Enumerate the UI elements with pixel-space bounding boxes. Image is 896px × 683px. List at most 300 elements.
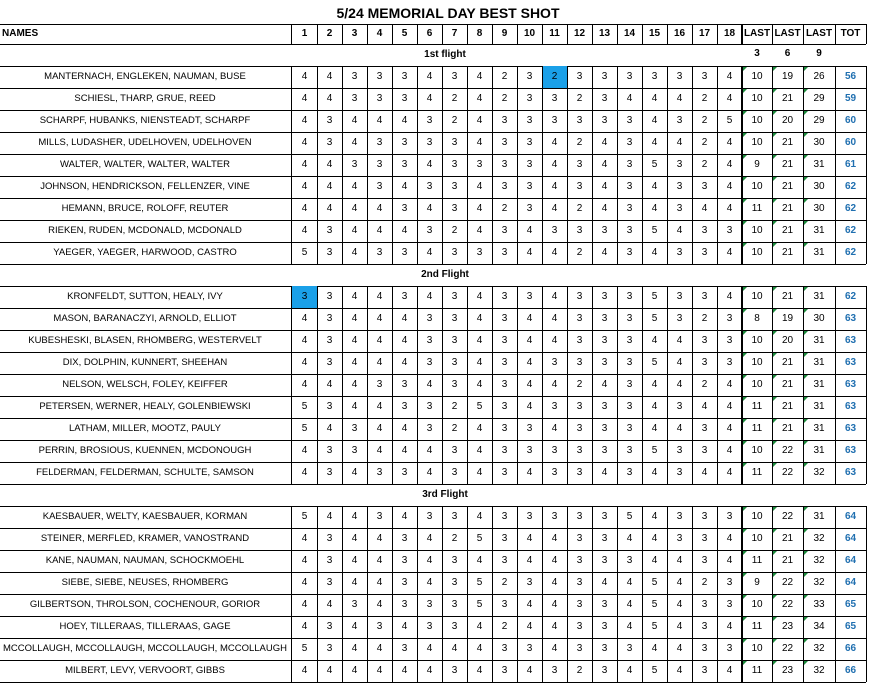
last3-score: 9 <box>754 159 760 170</box>
hole-score: 3 <box>726 577 733 588</box>
hole-header: 12 <box>573 28 586 39</box>
hole-score: 5 <box>651 225 658 236</box>
hole-score: 5 <box>651 313 658 324</box>
hole-header: 1 <box>301 28 308 39</box>
hole-score: 4 <box>301 159 308 170</box>
hole-score: 4 <box>401 423 408 434</box>
hole-score: 3 <box>376 467 383 478</box>
grid-line <box>442 66 443 264</box>
marker-icon <box>773 111 777 115</box>
total-score: 63 <box>844 401 857 412</box>
hole-score: 4 <box>626 533 633 544</box>
grid-line <box>542 506 543 682</box>
grid-line <box>417 66 418 264</box>
hole-score: 5 <box>651 599 658 610</box>
grid-line <box>835 66 836 264</box>
hole-score: 3 <box>626 291 633 302</box>
grid-line <box>772 286 773 484</box>
hole-score: 4 <box>301 599 308 610</box>
hole-score: 4 <box>401 357 408 368</box>
hole-score: 4 <box>476 93 483 104</box>
hole-score: 4 <box>401 115 408 126</box>
total-score: 64 <box>844 577 857 588</box>
team-name: SCHIESL, THARP, GRUE, REED <box>74 93 216 104</box>
hole-score: 5 <box>301 247 308 258</box>
hole-score: 3 <box>551 401 558 412</box>
last3-score: 11 <box>751 665 763 676</box>
hole-score: 4 <box>651 533 658 544</box>
last6-score: 22 <box>781 643 794 654</box>
hole-score: 4 <box>426 665 433 676</box>
hole-score: 3 <box>551 511 558 522</box>
grid-line <box>517 24 518 44</box>
hole-score: 3 <box>451 467 458 478</box>
hole-score: 3 <box>551 93 558 104</box>
last9-header: LAST 9 <box>805 28 833 59</box>
hole-score: 3 <box>576 445 583 456</box>
hole-score: 4 <box>351 401 358 412</box>
last3-score: 10 <box>751 247 763 258</box>
marker-icon <box>743 177 747 181</box>
team-name: MCCOLLAUGH, MCCOLLAUGH, MCCOLLAUGH, MCCOLLAUGH <box>3 643 287 654</box>
hole-score: 4 <box>326 93 333 104</box>
hole-score: 3 <box>292 286 317 308</box>
last3-score: 10 <box>751 93 763 104</box>
last9-score: 32 <box>813 665 825 676</box>
hole-score: 2 <box>576 379 583 390</box>
hole-score: 2 <box>701 379 708 390</box>
hole-score: 4 <box>301 555 308 566</box>
hole-score: 3 <box>551 357 558 368</box>
hole-score: 3 <box>701 665 708 676</box>
hole-score: 3 <box>601 533 608 544</box>
hole-score: 4 <box>676 577 683 588</box>
hole-score: 4 <box>726 247 733 258</box>
hole-score: 4 <box>676 599 683 610</box>
total-score: 65 <box>844 599 857 610</box>
hole-score: 2 <box>542 66 567 88</box>
hole-score: 3 <box>401 577 408 588</box>
hole-score: 4 <box>301 379 308 390</box>
hole-score: 4 <box>426 159 433 170</box>
hole-score: 3 <box>526 203 533 214</box>
hole-score: 3 <box>351 93 358 104</box>
marker-icon <box>743 155 747 159</box>
hole-score: 3 <box>726 643 733 654</box>
hole-score: 5 <box>651 665 658 676</box>
hole-score: 4 <box>551 533 558 544</box>
hole-score: 4 <box>401 181 408 192</box>
hole-score: 4 <box>376 203 383 214</box>
grid-line <box>717 24 718 44</box>
grid-line <box>642 66 643 264</box>
hole-score: 4 <box>726 203 733 214</box>
hole-score: 3 <box>376 181 383 192</box>
grid-line <box>717 286 718 484</box>
hole-score: 4 <box>551 335 558 346</box>
grid-line <box>592 24 593 44</box>
hole-score: 3 <box>451 665 458 676</box>
hole-score: 3 <box>451 203 458 214</box>
grid-line <box>617 506 618 682</box>
grid-line <box>803 506 804 682</box>
hole-score: 3 <box>551 445 558 456</box>
grid-line <box>741 286 743 484</box>
hole-score: 4 <box>351 533 358 544</box>
hole-score: 3 <box>401 555 408 566</box>
hole-score: 4 <box>376 643 383 654</box>
hole-score: 4 <box>326 203 333 214</box>
hole-score: 3 <box>576 621 583 632</box>
marker-icon <box>743 397 747 401</box>
hole-score: 4 <box>476 225 483 236</box>
hole-score: 3 <box>451 511 458 522</box>
last9-score: 31 <box>813 159 825 170</box>
last6-score: 21 <box>781 555 794 566</box>
grid-line <box>692 286 693 484</box>
grid-line <box>291 66 292 264</box>
hole-score: 4 <box>301 225 308 236</box>
marker-icon <box>804 155 808 159</box>
total-score: 63 <box>844 423 857 434</box>
hole-score: 4 <box>326 665 333 676</box>
hole-score: 4 <box>626 577 633 588</box>
hole-score: 4 <box>301 71 308 82</box>
grid-line <box>467 24 468 44</box>
last3-score: 10 <box>751 181 763 192</box>
marker-icon <box>773 67 777 71</box>
hole-score: 4 <box>726 401 733 412</box>
hole-score: 4 <box>426 533 433 544</box>
last6-score: 21 <box>781 203 794 214</box>
hole-header: 13 <box>598 28 611 39</box>
hole-score: 2 <box>701 115 708 126</box>
hole-score: 3 <box>426 313 433 324</box>
grid-line <box>741 506 743 682</box>
hole-score: 3 <box>676 313 683 324</box>
last6-score: 20 <box>781 335 794 346</box>
hole-score: 3 <box>501 313 508 324</box>
total-score: 63 <box>844 313 857 324</box>
hole-score: 3 <box>601 291 608 302</box>
marker-icon <box>804 375 808 379</box>
hole-score: 4 <box>676 225 683 236</box>
hole-score: 4 <box>476 511 483 522</box>
last9-score: 32 <box>813 577 825 588</box>
hole-score: 3 <box>451 159 458 170</box>
grid-line <box>342 66 343 264</box>
last9-score: 32 <box>813 555 825 566</box>
hole-score: 4 <box>326 511 333 522</box>
last9-score: 34 <box>813 621 825 632</box>
grid-line <box>717 506 718 682</box>
hole-score: 4 <box>701 401 708 412</box>
grid-line <box>567 66 568 264</box>
last6-score: 21 <box>781 137 794 148</box>
hole-score: 3 <box>326 621 333 632</box>
marker-icon <box>773 573 777 577</box>
hole-score: 3 <box>451 577 458 588</box>
hole-score: 4 <box>301 621 308 632</box>
last6-score: 21 <box>781 357 794 368</box>
grid-line <box>835 506 836 682</box>
last6-score: 19 <box>781 313 794 324</box>
hole-header: 10 <box>523 28 536 39</box>
hole-score: 3 <box>626 181 633 192</box>
hole-score: 4 <box>726 621 733 632</box>
hole-score: 4 <box>551 313 558 324</box>
last3-score: 11 <box>751 621 763 632</box>
grid-line <box>442 506 443 682</box>
hole-score: 4 <box>651 247 658 258</box>
hole-score: 3 <box>676 247 683 258</box>
marker-icon <box>743 287 747 291</box>
hole-score: 3 <box>401 379 408 390</box>
last6-score: 23 <box>781 665 794 676</box>
last6-header: LAST 6 <box>774 28 801 59</box>
hole-score: 4 <box>526 379 533 390</box>
hole-score: 3 <box>701 181 708 192</box>
total-score: 62 <box>844 203 857 214</box>
marker-icon <box>743 419 747 423</box>
hole-score: 3 <box>326 313 333 324</box>
hole-score: 4 <box>526 533 533 544</box>
hole-score: 3 <box>601 555 608 566</box>
last6-score: 21 <box>781 401 794 412</box>
last3-score: 10 <box>751 379 763 390</box>
team-name: KRONFELDT, SUTTON, HEALY, IVY <box>67 291 223 302</box>
hole-header: 4 <box>376 28 383 39</box>
hole-score: 4 <box>376 225 383 236</box>
hole-score: 2 <box>451 93 458 104</box>
last6-score: 21 <box>781 247 794 258</box>
grid-line <box>667 286 668 484</box>
marker-icon <box>804 573 808 577</box>
hole-score: 3 <box>501 357 508 368</box>
hole-score: 5 <box>476 533 483 544</box>
marker-icon <box>804 221 808 225</box>
marker-icon <box>743 243 747 247</box>
grid-line <box>617 24 618 44</box>
hole-score: 3 <box>576 577 583 588</box>
hole-score: 3 <box>726 225 733 236</box>
marker-icon <box>804 133 808 137</box>
hole-score: 3 <box>576 335 583 346</box>
hole-score: 4 <box>376 445 383 456</box>
hole-score: 3 <box>601 71 608 82</box>
hole-score: 3 <box>576 313 583 324</box>
last6-score: 21 <box>781 159 794 170</box>
hole-score: 3 <box>451 335 458 346</box>
marker-icon <box>773 661 777 665</box>
hole-score: 3 <box>676 203 683 214</box>
hole-score: 4 <box>551 577 558 588</box>
marker-icon <box>804 551 808 555</box>
grid-line <box>692 24 693 44</box>
last3-score: 10 <box>751 533 763 544</box>
hole-score: 4 <box>701 467 708 478</box>
hole-score: 2 <box>501 203 508 214</box>
marker-icon <box>743 463 747 467</box>
team-name: MANTERNACH, ENGLEKEN, NAUMAN, BUSE <box>44 71 246 82</box>
hole-score: 4 <box>476 379 483 390</box>
hole-score: 3 <box>326 643 333 654</box>
hole-score: 3 <box>451 181 458 192</box>
hole-score: 3 <box>576 423 583 434</box>
hole-score: 4 <box>376 401 383 412</box>
hole-score: 3 <box>626 467 633 478</box>
hole-score: 4 <box>426 445 433 456</box>
hole-score: 4 <box>526 247 533 258</box>
hole-score: 3 <box>501 137 508 148</box>
hole-score: 3 <box>576 181 583 192</box>
hole-score: 3 <box>626 643 633 654</box>
hole-score: 2 <box>701 137 708 148</box>
hole-score: 3 <box>326 115 333 126</box>
marker-icon <box>773 419 777 423</box>
hole-score: 3 <box>526 115 533 126</box>
last6-score: 21 <box>781 533 794 544</box>
team-name: RIEKEN, RUDEN, MCDONALD, MCDONALD <box>48 225 242 236</box>
hole-score: 4 <box>551 423 558 434</box>
grid-line <box>835 286 836 484</box>
hole-header: 18 <box>723 28 736 39</box>
hole-score: 4 <box>326 181 333 192</box>
team-name: SCHARPF, HUBANKS, NIENSTEADT, SCHARPF <box>39 115 251 126</box>
hole-score: 3 <box>326 137 333 148</box>
last9-score: 30 <box>813 313 825 324</box>
hole-score: 4 <box>426 467 433 478</box>
hole-score: 5 <box>651 621 658 632</box>
hole-score: 3 <box>576 467 583 478</box>
hole-score: 3 <box>376 93 383 104</box>
hole-score: 2 <box>576 665 583 676</box>
hole-score: 3 <box>426 115 433 126</box>
marker-icon <box>773 397 777 401</box>
grid-line <box>617 286 618 484</box>
hole-score: 3 <box>351 599 358 610</box>
hole-score: 4 <box>301 313 308 324</box>
hole-score: 3 <box>701 291 708 302</box>
hole-score: 3 <box>626 357 633 368</box>
hole-score: 4 <box>651 511 658 522</box>
hole-score: 5 <box>651 357 658 368</box>
grid-line <box>417 506 418 682</box>
marker-icon <box>804 243 808 247</box>
hole-score: 4 <box>551 181 558 192</box>
hole-score: 4 <box>526 357 533 368</box>
team-name: KANE, NAUMAN, NAUMAN, SCHOCKMOEHL <box>45 555 245 566</box>
hole-score: 3 <box>576 225 583 236</box>
hole-score: 4 <box>526 401 533 412</box>
hole-score: 4 <box>726 379 733 390</box>
hole-score: 3 <box>551 115 558 126</box>
hole-score: 3 <box>326 533 333 544</box>
hole-score: 4 <box>376 313 383 324</box>
hole-score: 4 <box>376 599 383 610</box>
last3-score: 10 <box>751 335 763 346</box>
hole-score: 4 <box>476 621 483 632</box>
last9-score: 31 <box>813 445 825 456</box>
total-score: 59 <box>844 93 857 104</box>
hole-score: 4 <box>401 445 408 456</box>
hole-score: 4 <box>376 335 383 346</box>
hole-score: 2 <box>576 247 583 258</box>
hole-score: 3 <box>576 357 583 368</box>
hole-score: 4 <box>651 401 658 412</box>
hole-score: 4 <box>626 599 633 610</box>
hole-score: 3 <box>676 533 683 544</box>
grid-line <box>492 286 493 484</box>
total-score: 56 <box>844 71 857 82</box>
hole-score: 4 <box>676 357 683 368</box>
hole-score: 4 <box>476 291 483 302</box>
hole-score: 3 <box>676 291 683 302</box>
hole-score: 4 <box>426 577 433 588</box>
hole-header: 6 <box>426 28 433 39</box>
marker-icon <box>773 199 777 203</box>
hole-score: 4 <box>426 93 433 104</box>
hole-score: 3 <box>601 423 608 434</box>
hole-score: 3 <box>426 511 433 522</box>
marker-icon <box>773 595 777 599</box>
hole-score: 3 <box>601 511 608 522</box>
hole-score: 5 <box>476 599 483 610</box>
grid-line <box>717 66 718 264</box>
hole-score: 3 <box>326 401 333 412</box>
hole-score: 4 <box>601 159 608 170</box>
hole-score: 3 <box>626 115 633 126</box>
hole-score: 3 <box>476 247 483 258</box>
marker-icon <box>773 529 777 533</box>
hole-score: 4 <box>526 467 533 478</box>
hole-score: 4 <box>326 379 333 390</box>
hole-score: 3 <box>576 115 583 126</box>
hole-score: 3 <box>676 115 683 126</box>
hole-score: 3 <box>701 511 708 522</box>
hole-score: 4 <box>551 137 558 148</box>
grid-line <box>517 66 518 264</box>
hole-score: 4 <box>326 423 333 434</box>
hole-score: 3 <box>701 445 708 456</box>
hole-score: 4 <box>526 225 533 236</box>
team-name: STEINER, MERFLED, KRAMER, VANOSTRAND <box>40 533 250 544</box>
hole-score: 4 <box>476 115 483 126</box>
hole-score: 3 <box>451 379 458 390</box>
last3-header: LAST 3 <box>743 28 771 59</box>
hole-score: 3 <box>451 357 458 368</box>
hole-score: 3 <box>701 533 708 544</box>
hole-header: 3 <box>351 28 358 39</box>
hole-score: 5 <box>626 511 633 522</box>
total-score: 63 <box>844 379 857 390</box>
hole-score: 2 <box>701 159 708 170</box>
hole-score: 4 <box>326 159 333 170</box>
hole-score: 4 <box>726 71 733 82</box>
hole-score: 4 <box>676 137 683 148</box>
hole-score: 4 <box>626 621 633 632</box>
last9-score: 31 <box>813 247 825 258</box>
hole-score: 3 <box>351 71 358 82</box>
hole-score: 4 <box>551 379 558 390</box>
hole-score: 3 <box>526 159 533 170</box>
grid-line <box>772 66 773 264</box>
hole-score: 5 <box>651 445 658 456</box>
last6-score: 21 <box>781 93 794 104</box>
last6-score: 22 <box>781 467 794 478</box>
marker-icon <box>773 243 777 247</box>
hole-score: 3 <box>626 445 633 456</box>
